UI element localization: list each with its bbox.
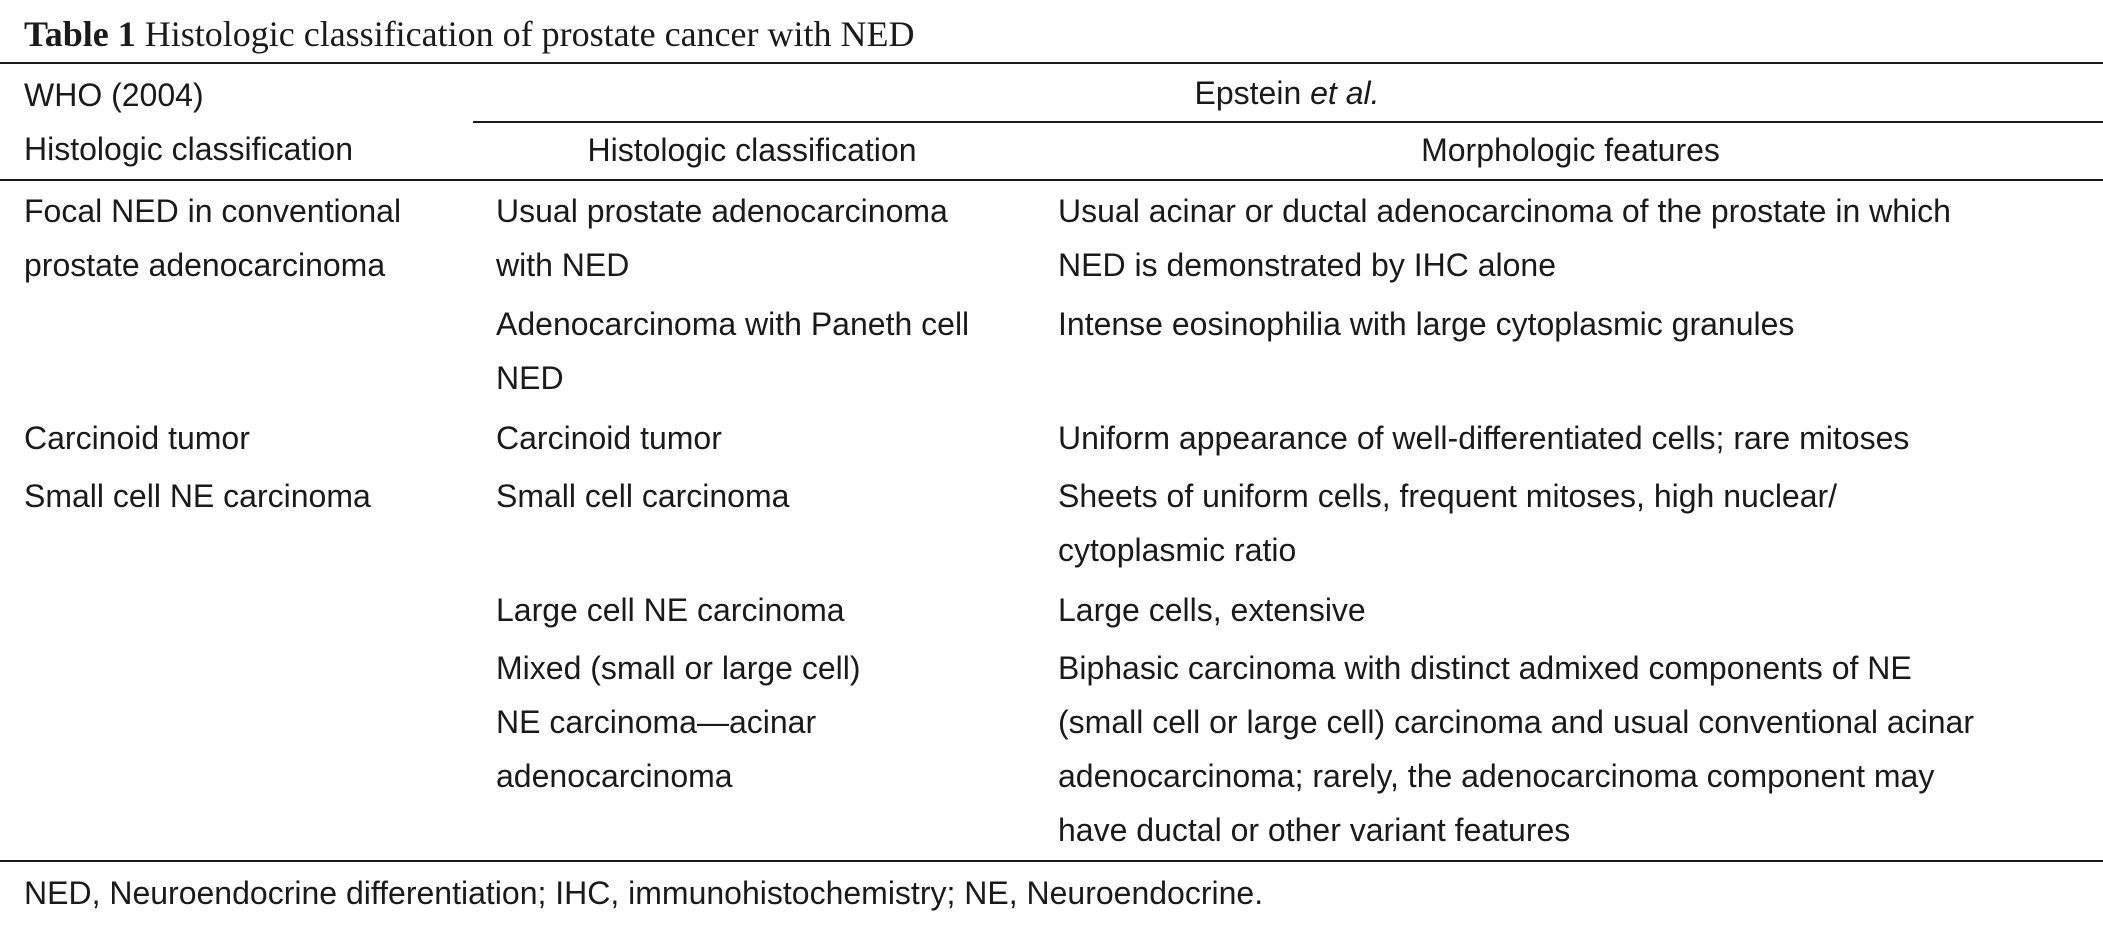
row4-morph-line1: Sheets of uniform cells, frequent mitoses, high nuclear/ (1058, 478, 1838, 514)
row1-morph-line1: Usual acinar or ductal adenocarcinoma of the prostate in which (1058, 193, 1951, 229)
caption-text: Histologic classification of prostate cancer with NED (144, 14, 915, 54)
row6-morph-line1: Biphasic carcinoma with distinct admixed components of NE (1058, 650, 1912, 686)
row2-histo-line1: Adenocarcinoma with Paneth cell (496, 306, 970, 342)
header-who-line2: Histologic classification (24, 131, 354, 167)
row4-histo-line1: Small cell carcinoma (496, 478, 790, 514)
header-bottom-rule (0, 179, 2103, 181)
row1-who-line1: Focal NED in conventional (24, 193, 402, 229)
table-caption (24, 10, 914, 58)
caption-label: Table 1 (24, 14, 136, 54)
epstein-etal: et al. (1310, 75, 1380, 111)
row2-morph-line1: Intense eosinophilia with large cytoplasmic granules (1058, 306, 1795, 342)
row1-histo-line1: Usual prostate adenocarcinoma (496, 193, 948, 229)
header-who-line1: WHO (2004) (24, 77, 204, 113)
row5-morph-line1: Large cells, extensive (1058, 592, 1366, 628)
row6-morph-line2: (small cell or large cell) carcinoma and usual conventional acinar (1058, 704, 1974, 740)
bottom-rule (0, 860, 2103, 862)
row1-who-line2: prostate adenocarcinoma (24, 247, 386, 283)
row1-histo-line2: with NED (496, 247, 630, 283)
row6-histo-line3: adenocarcinoma (496, 758, 733, 794)
row3-who-line1: Carcinoid tumor (24, 420, 250, 456)
row3-histo-line1: Carcinoid tumor (496, 420, 722, 456)
row4-morph-line2: cytoplasmic ratio (1058, 532, 1297, 568)
row3-morph-line1: Uniform appearance of well-differentiated cells; rare mitoses (1058, 420, 1910, 456)
row5-histo-line1: Large cell NE carcinoma (496, 592, 845, 628)
epstein-name: Epstein (1194, 75, 1302, 111)
header-col3: Morphologic features (1421, 132, 1720, 168)
row4-who-line1: Small cell NE carcinoma (24, 478, 371, 514)
row6-morph-line3: adenocarcinoma; rarely, the adenocarcinoma component may (1058, 758, 1935, 794)
row1-morph-line2: NED is demonstrated by IHC alone (1058, 247, 1556, 283)
table-footnote: NED, Neuroendocrine differentiation; IHC, immunohistochemistry; NE, Neuroendocrine. (24, 875, 1264, 911)
header-epstein (472, 66, 2102, 120)
row6-morph-line4: have ductal or other variant features (1058, 812, 1571, 848)
row2-histo-line2: NED (496, 360, 564, 396)
row6-histo-line1: Mixed (small or large cell) (496, 650, 861, 686)
top-rule (0, 62, 2103, 64)
row6-histo-line2: NE carcinoma—acinar (496, 704, 817, 740)
header-col2: Histologic classification (587, 132, 917, 168)
